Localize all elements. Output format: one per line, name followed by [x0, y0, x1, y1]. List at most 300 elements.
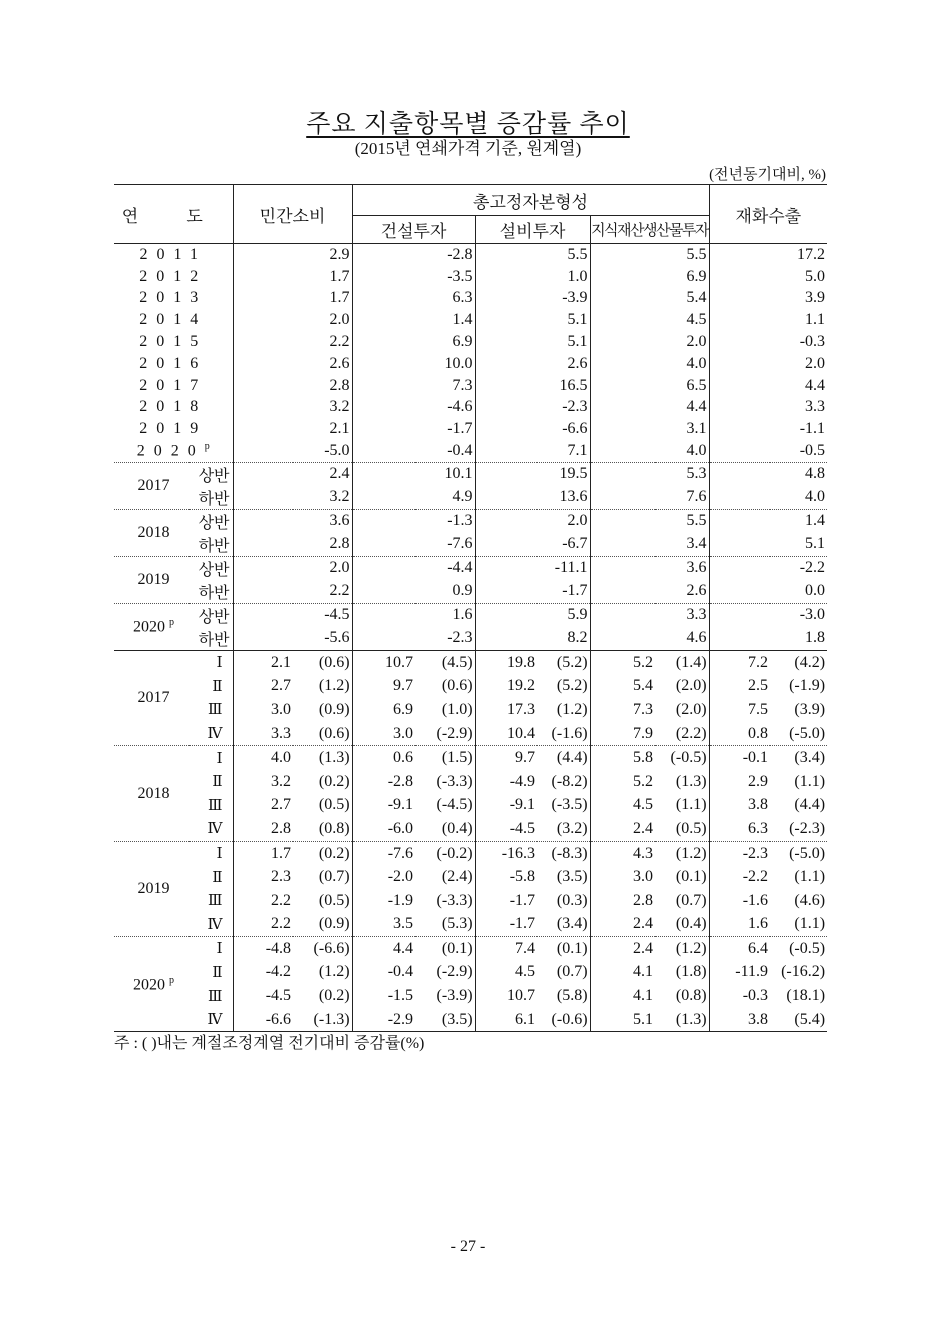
exports-value: 3.8 — [709, 1008, 770, 1032]
equipment-value: -1.7 — [475, 580, 590, 604]
ipp-value: 4.3 — [590, 841, 655, 865]
table-row — [114, 309, 827, 331]
exports-sa-value: (4.6) — [794, 891, 826, 909]
quarter-label: Ⅱ — [212, 678, 223, 695]
exports-value: -0.5 — [709, 440, 827, 462]
consumption-value: -5.0 — [233, 440, 352, 462]
year-label: 2019 — [139, 420, 208, 438]
table-row — [114, 913, 827, 937]
exports-value: -3.0 — [709, 603, 827, 627]
construction-value: -2.0 — [352, 865, 415, 889]
exports-value: 6.3 — [709, 817, 770, 841]
quarter-label: Ⅰ — [216, 750, 223, 767]
ipp-sa-value: (2.0) — [675, 700, 707, 718]
equipment-value: 7.4 — [475, 937, 537, 961]
half-label: 상반 — [198, 514, 230, 532]
equipment-value: -4.5 — [475, 817, 537, 841]
construction-value: 10.0 — [352, 353, 475, 375]
construction-sa-value: (2.4) — [441, 868, 473, 886]
table-row — [114, 509, 827, 533]
quarter-label: Ⅲ — [208, 797, 223, 814]
exports-value: -2.3 — [709, 841, 770, 865]
construction-value: -7.6 — [352, 841, 415, 865]
equipment-value: -5.8 — [475, 865, 537, 889]
year-label: 2018 — [137, 784, 170, 802]
consumption-value: 2.9 — [233, 244, 352, 266]
ipp-value: 3.4 — [590, 533, 709, 557]
exports-value: 5.1 — [709, 533, 827, 557]
table-row — [114, 770, 827, 794]
equipment-value: 5.9 — [475, 603, 590, 627]
ipp-value: 3.0 — [590, 865, 655, 889]
construction-value: 6.3 — [352, 288, 475, 310]
table-row — [114, 698, 827, 722]
construction-value: -2.9 — [352, 1008, 415, 1032]
year-cell — [114, 353, 233, 375]
half-label: 하반 — [189, 627, 233, 651]
construction-sa-value: (4.5) — [441, 653, 473, 671]
ipp-value: 5.1 — [590, 1008, 655, 1032]
year-cell — [114, 650, 189, 745]
quarter-label: Ⅳ — [189, 1008, 233, 1032]
table-row — [114, 440, 827, 462]
ipp-sa-value: (0.7) — [675, 891, 707, 909]
unit-label: (전년동기대비, %) — [709, 167, 826, 183]
ipp-value: 4.1 — [590, 961, 655, 985]
ipp-sa-value: (1.8) — [675, 963, 707, 981]
equipment-sa-value: (-8.2) — [551, 772, 588, 790]
equipment-value: -9.1 — [475, 794, 537, 818]
header-consumption: 민간소비 — [233, 185, 352, 244]
header-year: 연 도 — [114, 185, 233, 244]
exports-value: -0.3 — [709, 331, 827, 353]
exports-value: 1.8 — [709, 627, 827, 651]
ipp-value: 5.4 — [590, 675, 655, 699]
exports-value: 0.8 — [709, 722, 770, 746]
consumption-value: 2.6 — [233, 353, 352, 375]
exports-sa-value: (4.2) — [794, 653, 826, 671]
equipment-sa-value: (3.4) — [537, 913, 590, 937]
exports-sa-value: (-5.0) — [789, 844, 826, 862]
construction-value: -2.3 — [352, 627, 475, 651]
exports-sa-value: (18.1) — [786, 987, 826, 1005]
construction-value: -0.4 — [352, 961, 415, 985]
equipment-value: 9.7 — [475, 746, 537, 770]
equipment-value: 1.0 — [475, 266, 590, 288]
exports-sa-value: (3.4) — [794, 749, 826, 767]
consumption-sa-value: (0.9) — [318, 700, 350, 718]
consumption-value: 3.6 — [233, 509, 352, 533]
table-row — [114, 486, 827, 510]
construction-value: 9.7 — [352, 675, 415, 699]
consumption-sa-value: (0.5) — [318, 796, 350, 814]
quarter-label: Ⅱ — [212, 774, 223, 791]
year-cell — [114, 509, 189, 556]
exports-value: 0.0 — [709, 580, 827, 604]
equipment-sa-value: (4.4) — [556, 749, 588, 767]
equipment-value: 19.2 — [475, 675, 537, 699]
quarter-label: Ⅰ — [216, 846, 223, 863]
year-cell — [114, 309, 233, 331]
growth-rate-table — [114, 184, 827, 1032]
equipment-value: 19.5 — [475, 462, 590, 486]
construction-sa-value: (5.3) — [415, 913, 475, 937]
exports-sa-value: (-2.3) — [770, 817, 827, 841]
exports-value: 7.5 — [709, 698, 770, 722]
construction-value: 3.0 — [352, 722, 415, 746]
exports-value: -2.2 — [709, 865, 770, 889]
header-ipp: 지식재산생산물투자 — [590, 216, 709, 244]
construction-sa-value: (-3.3) — [436, 891, 473, 909]
ipp-sa-value: (1.4) — [675, 653, 707, 671]
table-row — [114, 746, 827, 770]
construction-value: 6.9 — [352, 331, 475, 353]
year-label: 2020 — [133, 975, 165, 993]
year-cell — [114, 603, 189, 650]
exports-value: 7.2 — [709, 650, 770, 674]
half-label: 상반 — [198, 608, 230, 626]
preliminary-mark: p — [169, 617, 174, 629]
construction-value: -2.8 — [352, 244, 475, 266]
construction-value: 7.3 — [352, 375, 475, 397]
exports-value: 4.8 — [709, 462, 827, 486]
exports-value: 4.0 — [709, 486, 827, 510]
year-label: 2017 — [137, 476, 170, 494]
table-row — [114, 675, 827, 699]
construction-sa-value: (0.6) — [441, 677, 473, 695]
consumption-value: -4.5 — [233, 984, 293, 1008]
equipment-value: 4.5 — [475, 961, 537, 985]
exports-value: 4.4 — [709, 375, 827, 397]
consumption-value: 2.8 — [233, 375, 352, 397]
page-number: - 27 - — [450, 1238, 486, 1255]
ipp-value: 6.5 — [590, 375, 709, 397]
ipp-value: 2.8 — [590, 889, 655, 913]
exports-value: 2.9 — [709, 770, 770, 794]
equipment-sa-value: (-0.6) — [537, 1008, 590, 1032]
consumption-value: 3.2 — [233, 486, 352, 510]
table-row — [114, 418, 827, 440]
consumption-value: 4.0 — [233, 746, 293, 770]
half-label: 상반 — [198, 561, 230, 579]
table-row — [114, 817, 827, 841]
equipment-sa-value: (5.2) — [556, 653, 588, 671]
construction-value: -1.5 — [352, 984, 415, 1008]
year-label: 2017 — [137, 689, 170, 707]
exports-sa-value: (-1.9) — [789, 677, 826, 695]
equipment-value: 2.0 — [475, 509, 590, 533]
construction-sa-value: (1.0) — [441, 700, 473, 718]
half-label: 하반 — [189, 580, 233, 604]
table-row — [114, 331, 827, 353]
consumption-value: 2.0 — [233, 309, 352, 331]
exports-value: 3.9 — [709, 288, 827, 310]
ipp-sa-value: (0.1) — [675, 868, 707, 886]
equipment-value: -3.9 — [475, 288, 590, 310]
construction-value: -3.5 — [352, 266, 475, 288]
year-label: 2016 — [139, 354, 208, 372]
equipment-sa-value: (3.2) — [537, 817, 590, 841]
construction-value: 10.1 — [352, 462, 475, 486]
construction-value: -4.6 — [352, 397, 475, 419]
ipp-value: 4.0 — [590, 353, 709, 375]
ipp-value: 3.6 — [590, 556, 709, 580]
exports-sa-value: (-16.2) — [781, 963, 826, 981]
preliminary-mark: p — [204, 441, 210, 453]
ipp-value: 4.6 — [590, 627, 709, 651]
construction-sa-value: (0.1) — [441, 939, 473, 957]
consumption-sa-value: (0.5) — [318, 891, 350, 909]
consumption-sa-value: (0.2) — [318, 772, 350, 790]
table-row — [114, 580, 827, 604]
exports-value: 3.3 — [709, 397, 827, 419]
consumption-sa-value: (1.2) — [318, 963, 350, 981]
ipp-sa-value: (1.3) — [675, 772, 707, 790]
construction-value: 4.9 — [352, 486, 475, 510]
ipp-sa-value: (1.2) — [675, 939, 707, 957]
construction-value: -1.9 — [352, 889, 415, 913]
ipp-sa-value: (2.2) — [655, 722, 709, 746]
exports-sa-value: (1.1) — [770, 913, 827, 937]
equipment-sa-value: (5.2) — [556, 677, 588, 695]
construction-sa-value: (-2.9) — [415, 722, 475, 746]
year-cell — [114, 746, 189, 841]
construction-value: -0.4 — [352, 440, 475, 462]
construction-value: 3.5 — [352, 913, 415, 937]
table-row — [114, 244, 827, 266]
construction-sa-value: (-3.3) — [436, 772, 473, 790]
construction-value: -7.6 — [352, 533, 475, 557]
year-label: 2019 — [137, 570, 170, 588]
consumption-value: 3.3 — [233, 722, 293, 746]
ipp-value: 4.4 — [590, 397, 709, 419]
ipp-value: 2.4 — [590, 913, 655, 937]
table-row — [114, 556, 827, 580]
equipment-value: 5.1 — [475, 331, 590, 353]
ipp-value: 3.3 — [590, 603, 709, 627]
exports-value: -2.2 — [709, 556, 827, 580]
ipp-value: 6.9 — [590, 266, 709, 288]
equipment-value: 5.5 — [475, 244, 590, 266]
header-exports: 재화수출 — [709, 185, 827, 244]
consumption-value: 2.0 — [233, 556, 352, 580]
exports-value: 5.0 — [709, 266, 827, 288]
construction-value: 6.9 — [352, 698, 415, 722]
year-cell — [114, 375, 233, 397]
ipp-value: 2.0 — [590, 331, 709, 353]
equipment-value: 13.6 — [475, 486, 590, 510]
construction-value: -1.3 — [352, 509, 475, 533]
consumption-value: 1.7 — [233, 288, 352, 310]
construction-value: 0.9 — [352, 580, 475, 604]
table-row — [114, 353, 827, 375]
ipp-value: 4.1 — [590, 984, 655, 1008]
ipp-sa-value: (0.5) — [655, 817, 709, 841]
equipment-value: -6.6 — [475, 418, 590, 440]
year-cell — [114, 556, 189, 603]
ipp-value: 5.2 — [590, 650, 655, 674]
equipment-sa-value: (3.5) — [556, 868, 588, 886]
table-row — [114, 889, 827, 913]
year-label: 2020 — [133, 618, 165, 636]
table-row — [114, 841, 827, 865]
table-row — [114, 266, 827, 288]
consumption-value: 2.1 — [233, 418, 352, 440]
equipment-sa-value: (1.2) — [556, 700, 588, 718]
exports-sa-value: (-0.5) — [789, 939, 826, 957]
construction-value: 1.6 — [352, 603, 475, 627]
footnote: 주 : ( )내는 계절조정계열 전기대비 증감률(%) — [114, 1035, 425, 1052]
exports-value: -1.1 — [709, 418, 827, 440]
year-label: 2018 — [137, 523, 170, 541]
equipment-sa-value: (-3.5) — [551, 796, 588, 814]
consumption-sa-value: (1.3) — [318, 749, 350, 767]
consumption-value: -4.8 — [233, 937, 293, 961]
consumption-value: -5.6 — [233, 627, 352, 651]
table-row — [114, 961, 827, 985]
year-cell — [114, 244, 233, 266]
equipment-value: -4.9 — [475, 770, 537, 794]
ipp-value: 5.5 — [590, 244, 709, 266]
consumption-value: -4.5 — [233, 603, 352, 627]
equipment-value: -1.7 — [475, 913, 537, 937]
half-label: 상반 — [198, 467, 230, 485]
exports-value: 3.8 — [709, 794, 770, 818]
exports-value: 2.0 — [709, 353, 827, 375]
ipp-value: 5.4 — [590, 288, 709, 310]
equipment-value: 16.5 — [475, 375, 590, 397]
construction-sa-value: (-3.9) — [436, 987, 473, 1005]
exports-value: -11.9 — [709, 961, 770, 985]
exports-value: 1.6 — [709, 913, 770, 937]
ipp-sa-value: (1.1) — [675, 796, 707, 814]
consumption-value: 3.0 — [233, 698, 293, 722]
table-row — [114, 375, 827, 397]
construction-sa-value: (-0.2) — [436, 844, 473, 862]
consumption-value: 2.7 — [233, 675, 293, 699]
consumption-value: 2.7 — [233, 794, 293, 818]
quarter-label: Ⅳ — [189, 913, 233, 937]
half-label: 하반 — [189, 486, 233, 510]
ipp-sa-value: (-0.5) — [670, 749, 707, 767]
equipment-value: -11.1 — [475, 556, 590, 580]
ipp-value: 3.1 — [590, 418, 709, 440]
consumption-value: -6.6 — [233, 1008, 293, 1032]
table-row — [114, 650, 827, 674]
table-row — [114, 627, 827, 651]
construction-value: -4.4 — [352, 556, 475, 580]
year-cell — [114, 841, 189, 936]
construction-sa-value: (-2.9) — [436, 963, 473, 981]
exports-sa-value: (5.4) — [770, 1008, 827, 1032]
equipment-value: -2.3 — [475, 397, 590, 419]
consumption-sa-value: (1.2) — [318, 677, 350, 695]
equipment-sa-value: (0.3) — [556, 891, 588, 909]
equipment-value: -16.3 — [475, 841, 537, 865]
construction-value: 1.4 — [352, 309, 475, 331]
construction-value: 10.7 — [352, 650, 415, 674]
year-label: 2017 — [139, 376, 208, 394]
table-row — [114, 462, 827, 486]
consumption-value: 2.2 — [233, 913, 293, 937]
equipment-sa-value: (0.1) — [556, 939, 588, 957]
construction-value: -6.0 — [352, 817, 415, 841]
exports-sa-value: (1.1) — [794, 868, 826, 886]
quarter-label: Ⅰ — [216, 941, 223, 958]
year-label: 2015 — [139, 333, 208, 351]
ipp-sa-value: (0.4) — [655, 913, 709, 937]
equipment-value: 17.3 — [475, 698, 537, 722]
table-row — [114, 984, 827, 1008]
consumption-sa-value: (-6.6) — [313, 939, 350, 957]
exports-sa-value: (-5.0) — [770, 722, 827, 746]
quarter-label: Ⅳ — [189, 722, 233, 746]
quarter-label: Ⅳ — [189, 817, 233, 841]
exports-value: 17.2 — [709, 244, 827, 266]
equipment-value: -6.7 — [475, 533, 590, 557]
construction-sa-value: (-4.5) — [436, 796, 473, 814]
construction-sa-value: (3.5) — [415, 1008, 475, 1032]
consumption-sa-value: (0.8) — [293, 817, 352, 841]
consumption-value: 2.1 — [233, 650, 293, 674]
construction-value: -9.1 — [352, 794, 415, 818]
consumption-sa-value: (-1.3) — [293, 1008, 352, 1032]
ipp-sa-value: (2.0) — [675, 677, 707, 695]
ipp-sa-value: (1.3) — [655, 1008, 709, 1032]
equipment-value: 10.4 — [475, 722, 537, 746]
equipment-value: 6.1 — [475, 1008, 537, 1032]
page-title: 주요 지출항목별 증감률 추이 — [306, 111, 630, 138]
year-label: 2019 — [137, 879, 170, 897]
ipp-value: 7.9 — [590, 722, 655, 746]
table-row — [114, 722, 827, 746]
year-label: 2020 — [136, 442, 205, 460]
table-row — [114, 533, 827, 557]
consumption-value: 1.7 — [233, 266, 352, 288]
year-label: 2018 — [139, 398, 208, 416]
consumption-sa-value: (0.2) — [318, 844, 350, 862]
consumption-value: 2.2 — [233, 580, 352, 604]
consumption-value: 2.8 — [233, 533, 352, 557]
ipp-sa-value: (1.2) — [675, 844, 707, 862]
quarter-label: Ⅲ — [208, 988, 223, 1005]
equipment-value: 2.6 — [475, 353, 590, 375]
preliminary-mark: p — [169, 974, 174, 986]
year-label: 2014 — [139, 311, 208, 329]
year-cell — [114, 266, 233, 288]
exports-value: -0.3 — [709, 984, 770, 1008]
quarter-label: Ⅱ — [212, 869, 223, 886]
table-row — [114, 603, 827, 627]
exports-value: -1.6 — [709, 889, 770, 913]
year-label: 2012 — [139, 267, 208, 285]
consumption-value: 2.2 — [233, 331, 352, 353]
consumption-value: 2.4 — [233, 462, 352, 486]
equipment-sa-value: (-1.6) — [537, 722, 590, 746]
table-row — [114, 794, 827, 818]
consumption-value: 2.3 — [233, 865, 293, 889]
consumption-sa-value: (0.7) — [318, 868, 350, 886]
ipp-value: 4.5 — [590, 794, 655, 818]
consumption-sa-value: (0.6) — [293, 722, 352, 746]
year-label: 2013 — [139, 289, 208, 307]
consumption-sa-value: (0.2) — [318, 987, 350, 1005]
ipp-value: 2.4 — [590, 817, 655, 841]
ipp-value: 7.6 — [590, 486, 709, 510]
ipp-value: 2.6 — [590, 580, 709, 604]
ipp-sa-value: (0.8) — [675, 987, 707, 1005]
year-cell — [114, 288, 233, 310]
